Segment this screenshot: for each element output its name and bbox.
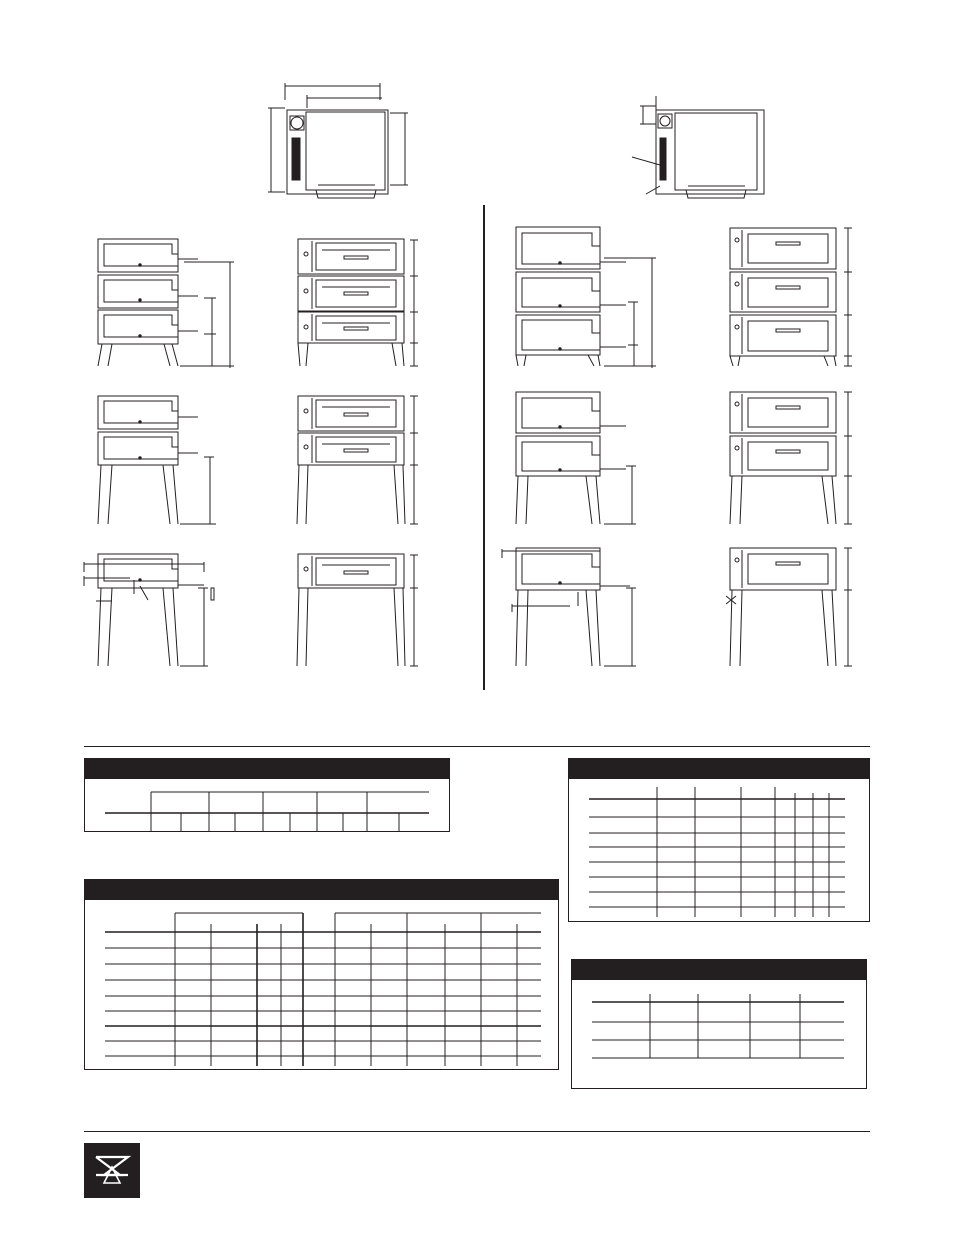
side-view-double-right [516, 392, 636, 524]
logo-mark-icon [84, 1143, 140, 1198]
side-view-triple-left [98, 239, 234, 368]
front-view-single-right [726, 548, 852, 666]
table-grid [572, 960, 868, 1090]
section-rule-top [84, 746, 870, 747]
side-view-single-left [84, 554, 214, 666]
section-rule-bottom [84, 1131, 870, 1132]
front-view-single-left [297, 554, 418, 666]
side-view-single-right [502, 548, 636, 666]
table-grid [85, 880, 560, 1071]
table-grid [85, 759, 451, 833]
side-view-triple-right [516, 227, 656, 368]
side-view-double-left [98, 396, 216, 524]
front-view-triple-left [298, 239, 418, 366]
spec-table-1 [84, 758, 450, 832]
top-view-left [268, 83, 408, 198]
spec-table-4 [571, 959, 867, 1089]
spec-table-3 [568, 758, 870, 922]
top-view-right [632, 96, 764, 198]
table-grid [569, 759, 871, 923]
bakers-pride-logo [84, 1143, 140, 1198]
front-view-double-right [730, 392, 852, 524]
front-view-triple-right [730, 228, 852, 366]
spec-table-2 [84, 879, 559, 1070]
front-view-double-left [297, 396, 418, 524]
